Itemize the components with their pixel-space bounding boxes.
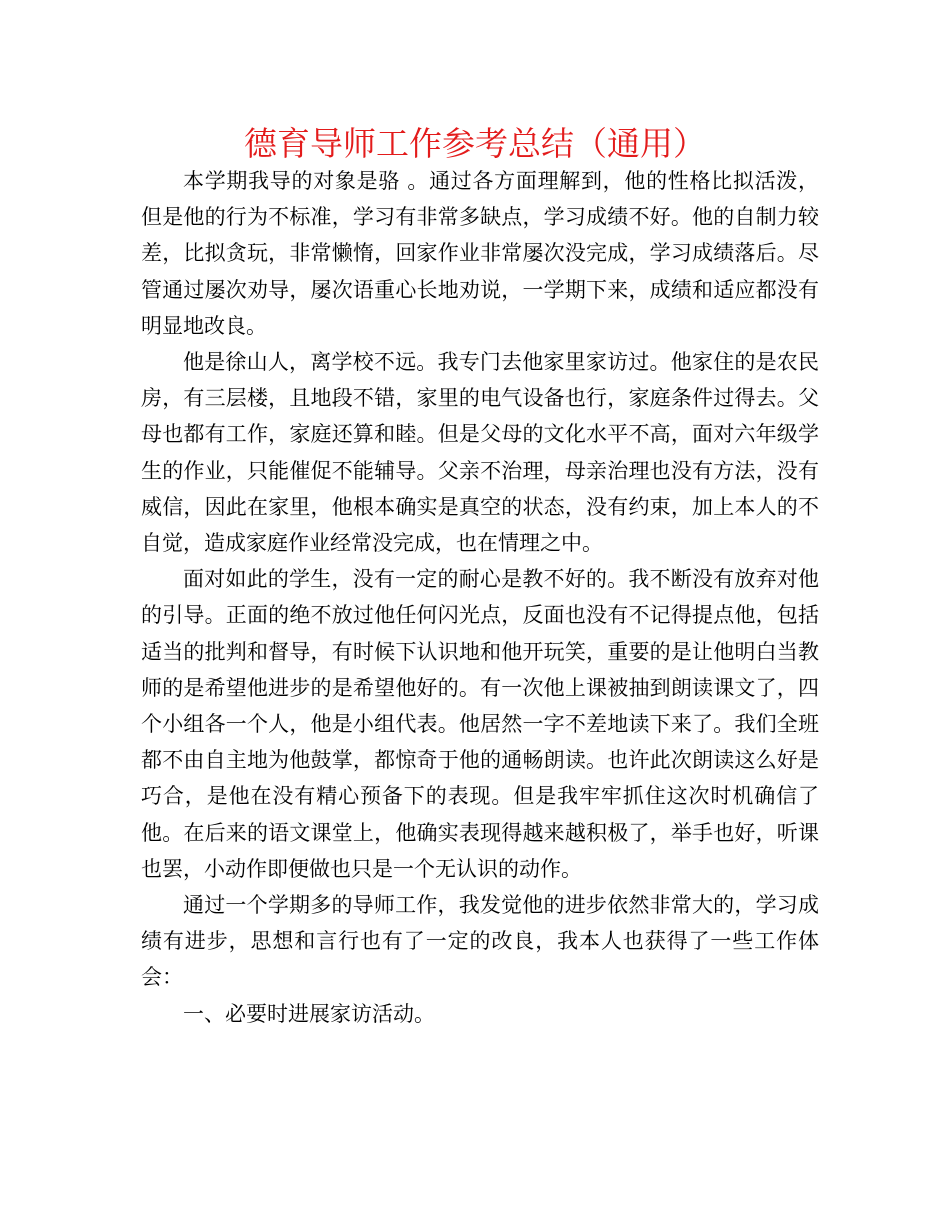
document-title: 德育导师工作参考总结（通用） <box>244 124 706 163</box>
document-body <box>141 163 819 1032</box>
paragraph-1: 本学期我导的对象是骆 。通过各方面理解到，他的性格比拟活泼，但是他的行为不标准，学习有非常多缺点，学习成绩不好。他的自制力较差，比拟贪玩，非常懒惰，回家作业非常屡次没完成，学习成绩落后。尽管通过屡次劝导，屡次语重心长地劝说，一学期下来，成绩和适应都没有明显地改良。 <box>141 169 819 338</box>
paragraph-3: 面对如此的学生，没有一定的耐心是教不好的。我不断没有放弃对他的引导。正面的绝不放过他任何闪光点，反面也没有不记得提点他，包括适当的批判和督导，有时候下认识地和他开玩笑，重要的是让他明白当教师的是希望他进步的是希望他好的。有一次他上课被抽到朗读课文了，四个小组各一个人，他是小组代表。他居然一字不差地读下来了。我们全班都不由自主地为他鼓掌，都惊奇于他的通畅朗读。也许此次朗读这么好是巧合，是他在没有精心预备下的表现。但是我牢牢抓住这次时机确信了他。在后来的语文课堂上，他确实表现得越来越积极了，举手也好，听课也罢，小动作即便做也只是一个无认识的动作。 <box>141 567 819 881</box>
paragraph-2: 他是徐山人，离学校不远。我专门去他家里家访过。他家住的是农民房，有三层楼，且地段不错，家里的电气设备也行，家庭条件过得去。父母也都有工作，家庭还算和睦。但是父母的文化水平不高，面对六年级学生的作业，只能催促不能辅导。父亲不治理，母亲治理也没有方法，没有威信，因此在家里，他根本确实是真空的状态，没有约束，加上本人的不自觉，造成家庭作业经常没完成，也在情理之中。 <box>141 350 819 556</box>
paragraph-5: 一、必要时进展家访活动。 <box>183 1001 435 1026</box>
paragraph-4: 通过一个学期多的导师工作，我发觉他的进步依然非常大的，学习成绩有进步，思想和言行也有了一定的改良，我本人也获得了一些工作体会： <box>141 893 819 990</box>
